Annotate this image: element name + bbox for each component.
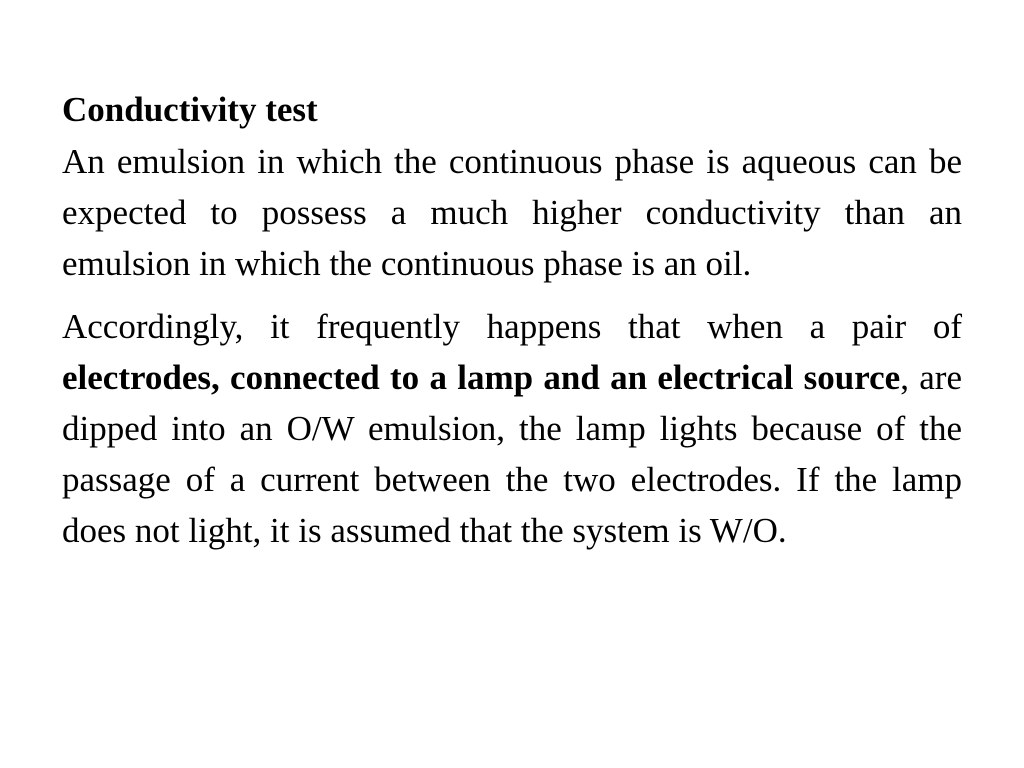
- paragraph-lamp-test-start: Accordingly, it frequently happens that when a pair of: [62, 307, 962, 346]
- slide-heading: Conductivity test: [62, 90, 318, 129]
- paragraph-lamp-test-bold: electrodes, connected to a lamp and an electrical source: [62, 358, 901, 397]
- paragraph-lamp-test-end: , are dipped into an O/W emulsion, the lamp lights because of the passage of a current between the two electrodes. If the lamp does not light, it is assumed that the system is W/O.: [62, 358, 962, 550]
- paragraph-conductivity-intro: An emulsion in which the continuous phase is aqueous can be expected to possess a much higher conductivity than an emulsion in which the continuous phase is an oil.: [62, 142, 962, 283]
- paragraph-lamp-test: [62, 301, 962, 556]
